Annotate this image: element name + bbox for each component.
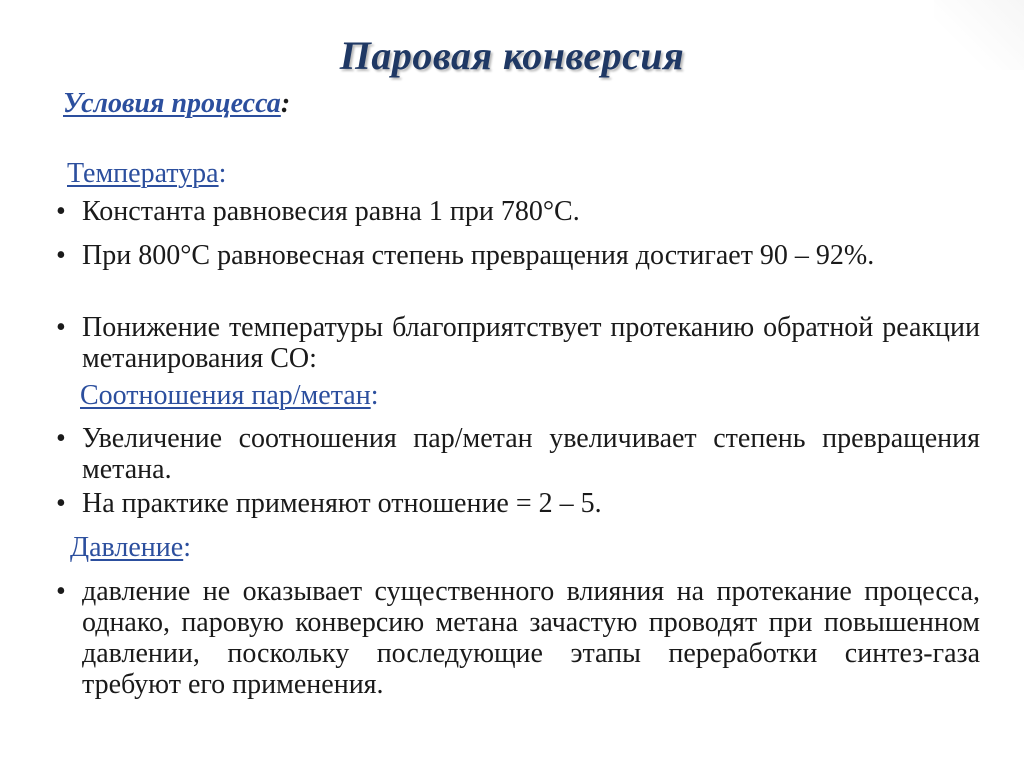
bullet-text: Понижение температуры благоприятствует протеканию обратной реакции метанирования CO: — [82, 312, 980, 374]
pressure-label-text: Давление — [70, 532, 184, 563]
bullet-dot: • — [56, 312, 66, 343]
pressure-label-colon: : — [183, 532, 191, 563]
bullet-text: Константа равновесия равна 1 при 780°C. — [82, 196, 580, 227]
bullet-temperature-3 — [56, 312, 980, 374]
bullet-text: На практике применяют отношение = 2 – 5. — [82, 488, 602, 519]
temperature-label-colon: : — [218, 158, 227, 189]
bullet-dot: • — [56, 196, 66, 227]
bullet-ratio-2 — [56, 488, 980, 519]
bullet-temperature-2 — [56, 240, 980, 271]
bullet-dot: • — [56, 240, 66, 271]
slide-title: Паровая конверсия — [339, 33, 685, 78]
section-temperature-label — [67, 158, 226, 190]
bullet-dot: • — [56, 576, 66, 607]
conditions-heading-label: Условия процесса — [63, 88, 281, 119]
bullet-dot: • — [56, 423, 66, 454]
temperature-label-text: Температура — [67, 158, 219, 189]
section-pressure-label — [70, 532, 191, 564]
ratio-label-colon: : — [370, 380, 379, 411]
bullet-text: Увеличение соотношения пар/метан увеличивает степень превращения метана. — [82, 423, 980, 485]
bullet-temperature-1 — [56, 196, 980, 227]
ratio-label-text: Соотношения пар/метан — [80, 380, 371, 411]
section-ratio-label — [80, 380, 378, 412]
bullet-text: давление не оказывает существенного влияния на протекание процесса, однако, паровую конверсию метана зачастую проводят при повышенном давлении, поскольку последующие этапы переработки синтез-газа требуют его применения. — [82, 576, 980, 700]
bullet-ratio-1 — [56, 423, 980, 485]
conditions-heading — [63, 88, 290, 120]
bullet-text: При 800°C равновесная степень превращения достигает 90 – 92%. — [82, 240, 875, 271]
conditions-heading-colon: : — [280, 88, 291, 119]
bullet-pressure-1 — [56, 576, 980, 700]
bullet-dot: • — [56, 488, 66, 519]
